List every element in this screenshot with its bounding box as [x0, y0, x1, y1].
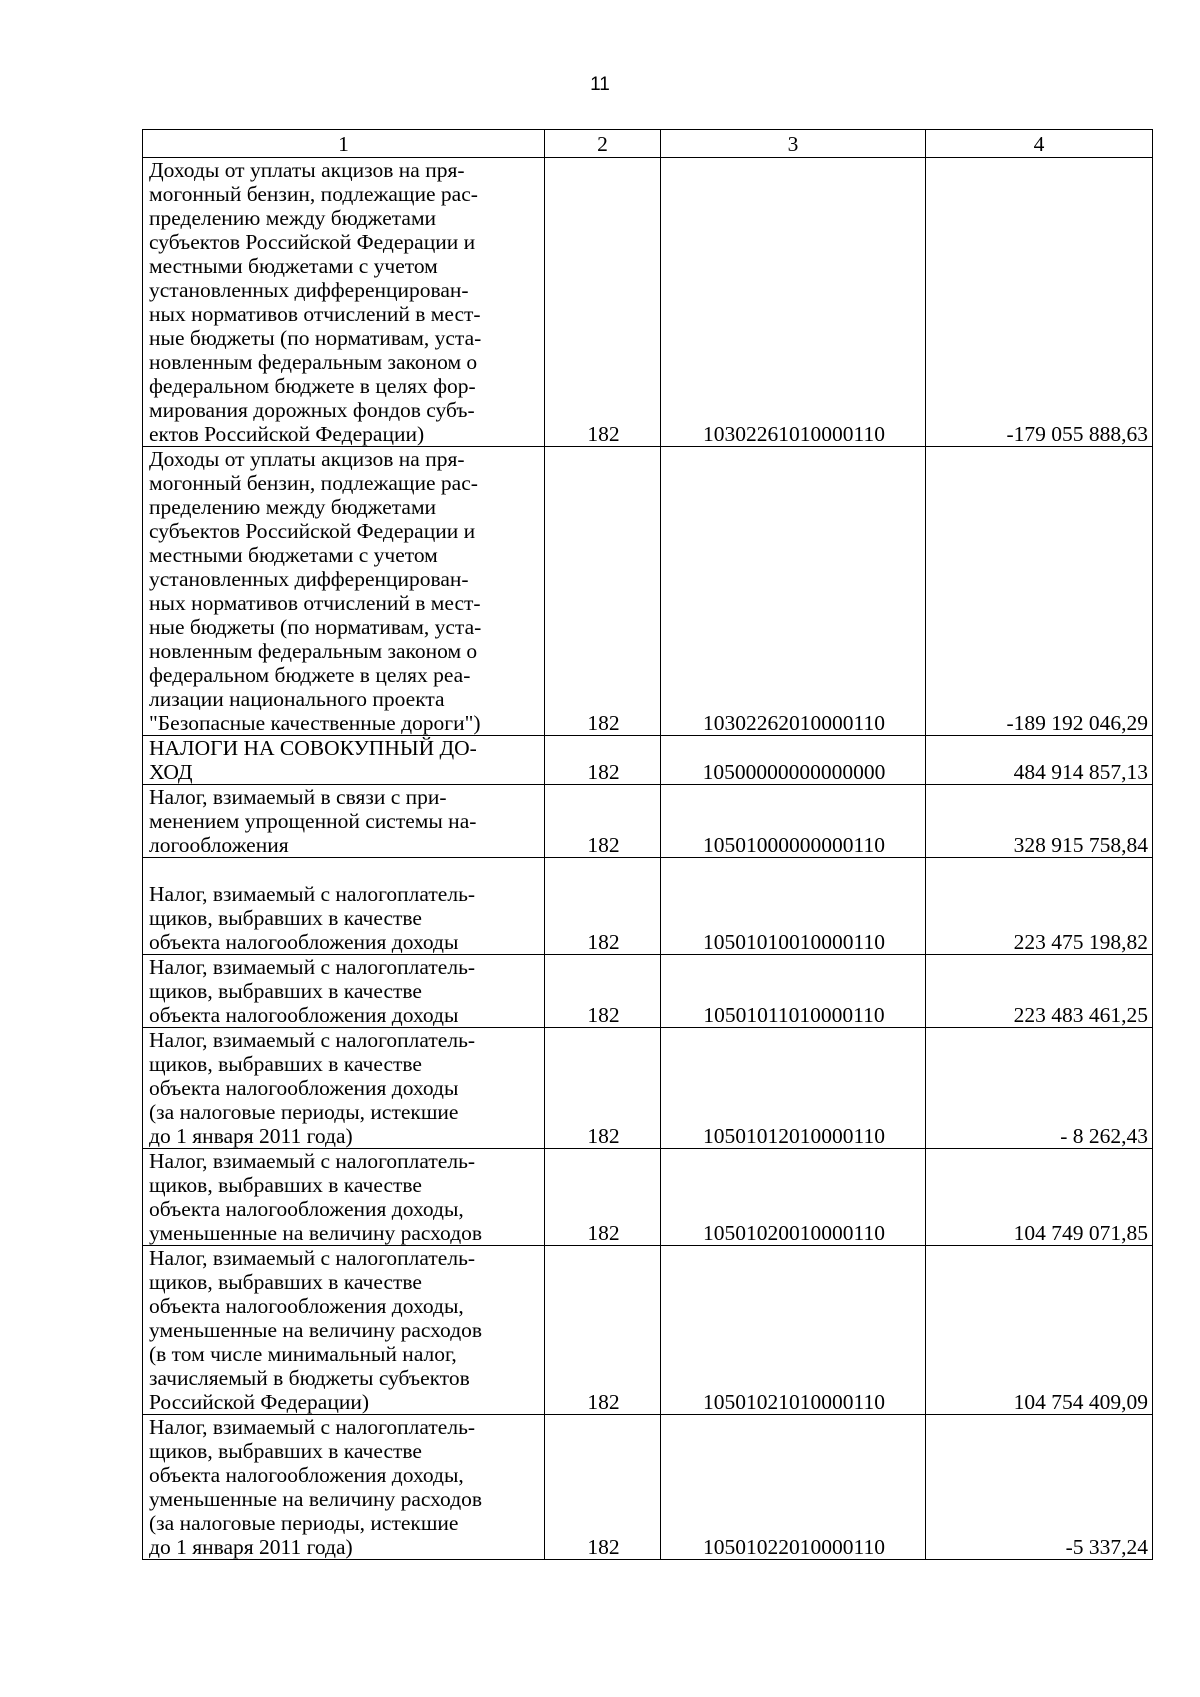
revenue-name-line: установленных дифференцирован-: [149, 278, 469, 302]
revenue-name-line: могонный бензин, подлежащие рас-: [149, 182, 478, 206]
revenue-name-line: Налог, взимаемый с налогоплатель-: [149, 1028, 476, 1052]
revenue-name-line: объекта налогообложения доходы,: [149, 1294, 464, 1318]
revenue-name-line: местными бюджетами с учетом: [149, 254, 438, 278]
revenue-name-line: Российской Федерации): [149, 1390, 370, 1414]
revenue-name-line: ных нормативов отчислений в мест-: [149, 302, 481, 326]
admin-code-cell: 182: [545, 955, 661, 1028]
revenue-name-line: "Безопасные качественные дороги"): [149, 711, 481, 735]
revenue-name-cell: [143, 1246, 545, 1415]
amount-cell: - 8 262,43: [926, 1028, 1153, 1149]
revenue-name-line: субъектов Российской Федерации и: [149, 519, 476, 543]
column-header-3: 3: [661, 130, 926, 158]
revenue-name-line: ектов Российской Федерации): [149, 422, 425, 446]
revenue-name-line: мирования дорожных фондов субъ-: [149, 398, 475, 422]
revenue-name-line: щиков, выбравших в качестве: [149, 1439, 422, 1463]
table-row: [143, 158, 1153, 447]
budget-classification-code-cell: 10501021010000110: [661, 1246, 926, 1415]
revenue-name-line: установленных дифференцирован-: [149, 567, 469, 591]
revenue-name-line: щиков, выбравших в качестве: [149, 1173, 422, 1197]
revenue-name-line: местными бюджетами с учетом: [149, 543, 438, 567]
revenue-name-line: лизации национального проекта: [149, 687, 445, 711]
revenue-name-cell: [143, 736, 545, 785]
revenue-name-cell: [143, 158, 545, 447]
admin-code-cell: 182: [545, 158, 661, 447]
budget-classification-code-cell: 10501020010000110: [661, 1149, 926, 1246]
revenue-name-cell: [143, 1415, 545, 1560]
amount-cell: 104 754 409,09: [926, 1246, 1153, 1415]
revenue-name-line: субъектов Российской Федерации и: [149, 230, 476, 254]
revenue-name-line: НАЛОГИ НА СОВОКУПНЫЙ ДО-: [149, 736, 477, 760]
revenue-name-line: ные бюджеты (по нормативам, уста-: [149, 326, 482, 350]
amount-cell: -5 337,24: [926, 1415, 1153, 1560]
amount-cell: 223 483 461,25: [926, 955, 1153, 1028]
column-header-4: 4: [926, 130, 1153, 158]
revenue-name-line: объекта налогообложения доходы: [149, 1003, 459, 1027]
revenue-name-line: Налог, взимаемый с налогоплатель-: [149, 882, 476, 906]
revenue-name-cell: [143, 858, 545, 955]
admin-code-cell: 182: [545, 1246, 661, 1415]
revenue-name-line: до 1 января 2011 года): [149, 1535, 353, 1559]
amount-cell: 484 914 857,13: [926, 736, 1153, 785]
revenue-name-line: могонный бензин, подлежащие рас-: [149, 471, 478, 495]
revenue-name-line: Налог, взимаемый с налогоплатель-: [149, 955, 476, 979]
table-row: [143, 1028, 1153, 1149]
revenue-name-line: до 1 января 2011 года): [149, 1124, 353, 1148]
revenue-name-line: менением упрощенной системы на-: [149, 809, 477, 833]
admin-code-cell: 182: [545, 447, 661, 736]
revenue-table: [142, 129, 1153, 1560]
revenue-name-cell: [143, 1028, 545, 1149]
column-header-1: 1: [143, 130, 545, 158]
admin-code-cell: 182: [545, 1415, 661, 1560]
revenue-name-line: (за налоговые периоды, истекшие: [149, 1511, 459, 1535]
revenue-name-line: новленным федеральным законом о: [149, 350, 478, 374]
table-row: [143, 736, 1153, 785]
revenue-name-line: ные бюджеты (по нормативам, уста-: [149, 615, 482, 639]
page-number: 11: [590, 74, 610, 95]
revenue-name-line: (в том числе минимальный налог,: [149, 1342, 457, 1366]
admin-code-cell: 182: [545, 1028, 661, 1149]
revenue-name-line: уменьшенные на величину расходов: [149, 1318, 483, 1342]
revenue-name-cell: [143, 447, 545, 736]
revenue-name-line: Доходы от уплаты акцизов на пря-: [149, 158, 465, 182]
table-row: [143, 858, 1153, 955]
revenue-name-line: объекта налогообложения доходы: [149, 930, 459, 954]
revenue-name-line: щиков, выбравших в качестве: [149, 1270, 422, 1294]
budget-classification-code-cell: 10501012010000110: [661, 1028, 926, 1149]
revenue-name-line: объекта налогообложения доходы: [149, 1076, 459, 1100]
table-row: [143, 1246, 1153, 1415]
budget-classification-code-cell: 10500000000000000: [661, 736, 926, 785]
column-header-2: 2: [545, 130, 661, 158]
table-row: [143, 447, 1153, 736]
admin-code-cell: 182: [545, 785, 661, 858]
revenue-name-cell: [143, 955, 545, 1028]
table-row: [143, 785, 1153, 858]
amount-cell: 223 475 198,82: [926, 858, 1153, 955]
budget-classification-code-cell: 10302261010000110: [661, 158, 926, 447]
revenue-name-line: ХОД: [149, 760, 193, 784]
budget-classification-code-cell: 10501000000000110: [661, 785, 926, 858]
revenue-name-line: Налог, взимаемый в связи с при-: [149, 785, 447, 809]
revenue-name-line: Налог, взимаемый с налогоплатель-: [149, 1415, 476, 1439]
amount-cell: 328 915 758,84: [926, 785, 1153, 858]
revenue-name-line: новленным федеральным законом о: [149, 639, 478, 663]
revenue-name-line: уменьшенные на величину расходов: [149, 1487, 483, 1511]
budget-classification-code-cell: 10501022010000110: [661, 1415, 926, 1560]
revenue-name-line: объекта налогообложения доходы,: [149, 1197, 464, 1221]
revenue-name-line: логообложения: [149, 833, 289, 857]
admin-code-cell: 182: [545, 858, 661, 955]
revenue-name-line: (за налоговые периоды, истекшие: [149, 1100, 459, 1124]
table-row: [143, 1415, 1153, 1560]
budget-classification-code-cell: 10501010010000110: [661, 858, 926, 955]
amount-cell: -189 192 046,29: [926, 447, 1153, 736]
revenue-name-line: щиков, выбравших в качестве: [149, 979, 422, 1003]
table-row: [143, 955, 1153, 1028]
revenue-name-cell: [143, 785, 545, 858]
revenue-name-line: зачисляемый в бюджеты субъектов: [149, 1366, 470, 1390]
budget-classification-code-cell: 10302262010000110: [661, 447, 926, 736]
admin-code-cell: 182: [545, 736, 661, 785]
revenue-name-line: федеральном бюджете в целях фор-: [149, 374, 476, 398]
amount-cell: 104 749 071,85: [926, 1149, 1153, 1246]
amount-cell: -179 055 888,63: [926, 158, 1153, 447]
revenue-name-line: Налог, взимаемый с налогоплатель-: [149, 1246, 476, 1270]
table-row: [143, 1149, 1153, 1246]
revenue-name-line: ных нормативов отчислений в мест-: [149, 591, 481, 615]
revenue-name-line: Доходы от уплаты акцизов на пря-: [149, 447, 465, 471]
budget-classification-code-cell: 10501011010000110: [661, 955, 926, 1028]
revenue-name-line: пределению между бюджетами: [149, 206, 437, 230]
admin-code-cell: 182: [545, 1149, 661, 1246]
revenue-name-line: щиков, выбравших в качестве: [149, 1052, 422, 1076]
revenue-name-line: Налог, взимаемый с налогоплатель-: [149, 1149, 476, 1173]
table-body: [143, 158, 1153, 1560]
table-header-row: [143, 130, 1153, 158]
revenue-name-line: пределению между бюджетами: [149, 495, 437, 519]
revenue-name-cell: [143, 1149, 545, 1246]
revenue-name-line: щиков, выбравших в качестве: [149, 906, 422, 930]
revenue-name-line: объекта налогообложения доходы,: [149, 1463, 464, 1487]
revenue-name-line: федеральном бюджете в целях реа-: [149, 663, 471, 687]
revenue-name-line: уменьшенные на величину расходов: [149, 1221, 483, 1245]
